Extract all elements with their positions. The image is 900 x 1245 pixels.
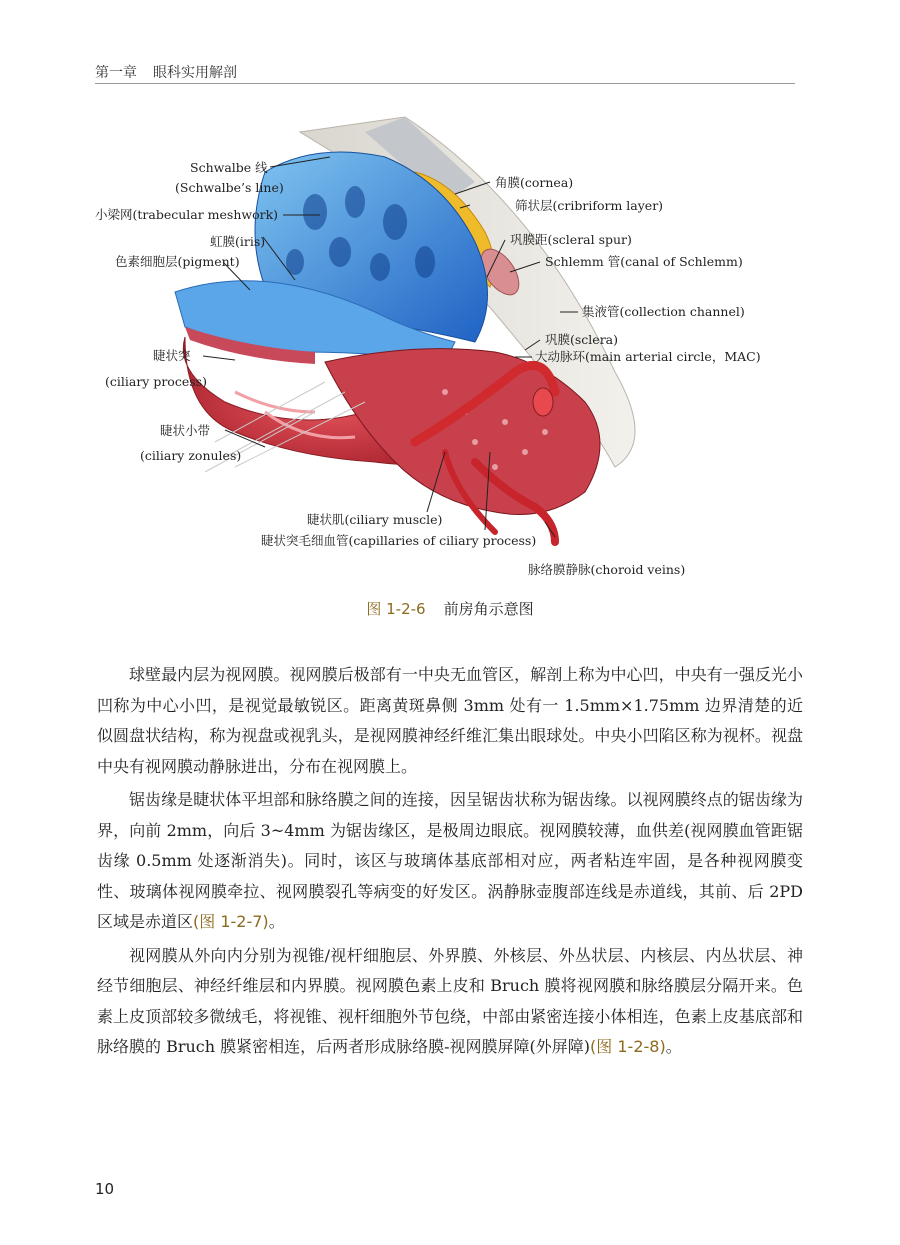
paragraph-3-end: 。 [665,1037,682,1056]
label-choroid-veins: 脉络膜静脉(choroid veins) [528,562,686,577]
anterior-chamber-angle-figure [95,112,805,582]
page-number: 10 [95,1180,115,1198]
label-zonules-cn: 睫状小带 [160,423,211,438]
paragraph-retina-layers [97,660,803,782]
label-ciliary-process-cn: 睫状突 [153,348,191,363]
running-head [95,62,795,84]
chapter-number: 第一章 [95,65,137,81]
label-scleral-spur: 巩膜距(scleral spur) [510,232,632,247]
label-iris: 虹膜(iris) [210,234,266,249]
body-text [97,660,803,1066]
label-cornea: 角膜(cornea) [495,175,574,190]
label-ciliary-muscle: 睫状肌(ciliary muscle) [307,512,443,527]
paragraph-2-text: 锯齿缘是睫状体平坦部和脉络膜之间的连接，因呈锯齿状称为锯齿缘。以视网膜终点的锯齿缘为界，向前 2mm，向后 3~4mm 为锯齿缘区，是极周边眼底。视网膜较薄，血供差(视网膜血管距锯齿缘 0.5mm 处逐渐消失)。同时，该区与玻璃体基底部相对应，两者粘连牢固，是各种视网膜变性、玻璃体视网膜牵拉、视网膜裂孔等病变的好发区。涡静脉壶腹部连线是赤道线，其前、后 2PD 区域是赤道区 [97,790,803,931]
label-schlemm: Schlemm 管(canal of Schlemm) [545,254,743,269]
label-mac: 大动脉环(main arterial circle，MAC) [535,349,761,364]
chapter-title: 眼科实用解剖 [153,65,237,81]
label-capillaries: 睫状突毛细血管(capillaries of ciliary process) [261,533,537,548]
caption-title: 前房角示意图 [443,600,534,618]
paragraph-retina-structure [97,941,803,1063]
figure-caption [0,598,900,619]
paragraph-3-text: 视网膜从外向内分别为视锥/视杆细胞层、外界膜、外核层、外丛状层、内核层、内丛状层、神经节细胞层、神经纤维层和内界膜。视网膜色素上皮和 Bruch 膜将视网膜和脉络膜层分隔开来。色素上皮顶部较多微绒毛，将视锥、视杆细胞外节包绕，中部由紧密连接小体相连，色素上皮基底部和脉络膜的 Bruch 膜紧密相连，后两者形成脉络膜-视网膜屏障(外屏障) [97,945,803,1056]
caption-number: 图 1-2-6 [366,600,426,618]
paragraph-ora-serrata [97,785,803,938]
label-schwalbe-en: (Schwalbe’s line) [175,180,284,195]
label-cribriform: 筛状层(cribriform layer) [515,198,664,213]
label-zonules-en: (ciliary zonules) [140,448,242,463]
figure-ref-1-2-8[interactable]: (图 1-2-8) [590,1037,666,1056]
label-trabecular: 小梁网(trabecular meshwork) [95,207,279,222]
label-pigment: 色素细胞层(pigment) [115,254,240,269]
label-ciliary-process-en: (ciliary process) [105,374,207,389]
label-sclera: 巩膜(sclera) [545,332,618,347]
label-schwalbe-cn: Schwalbe 线 [190,160,268,175]
paragraph-2-end: 。 [268,912,285,931]
paragraph-1-text: 球壁最内层为视网膜。视网膜后极部有一中央无血管区，解剖上称为中心凹，中央有一强反光小凹称为中心小凹，是视觉最敏锐区。距离黄斑鼻侧 3mm 处有一 1.5mm×1.75mm 边界清楚的近似圆盘状结构，称为视盘或视乳头，是视网膜神经纤维汇集出眼球处。中央小凹陷区称为视杯。视盘中央有视网膜动静脉进出，分布在视网膜上。 [97,665,803,776]
figure-ref-1-2-7[interactable]: (图 1-2-7) [193,912,269,931]
label-collection-channel: 集液管(collection channel) [582,304,745,319]
